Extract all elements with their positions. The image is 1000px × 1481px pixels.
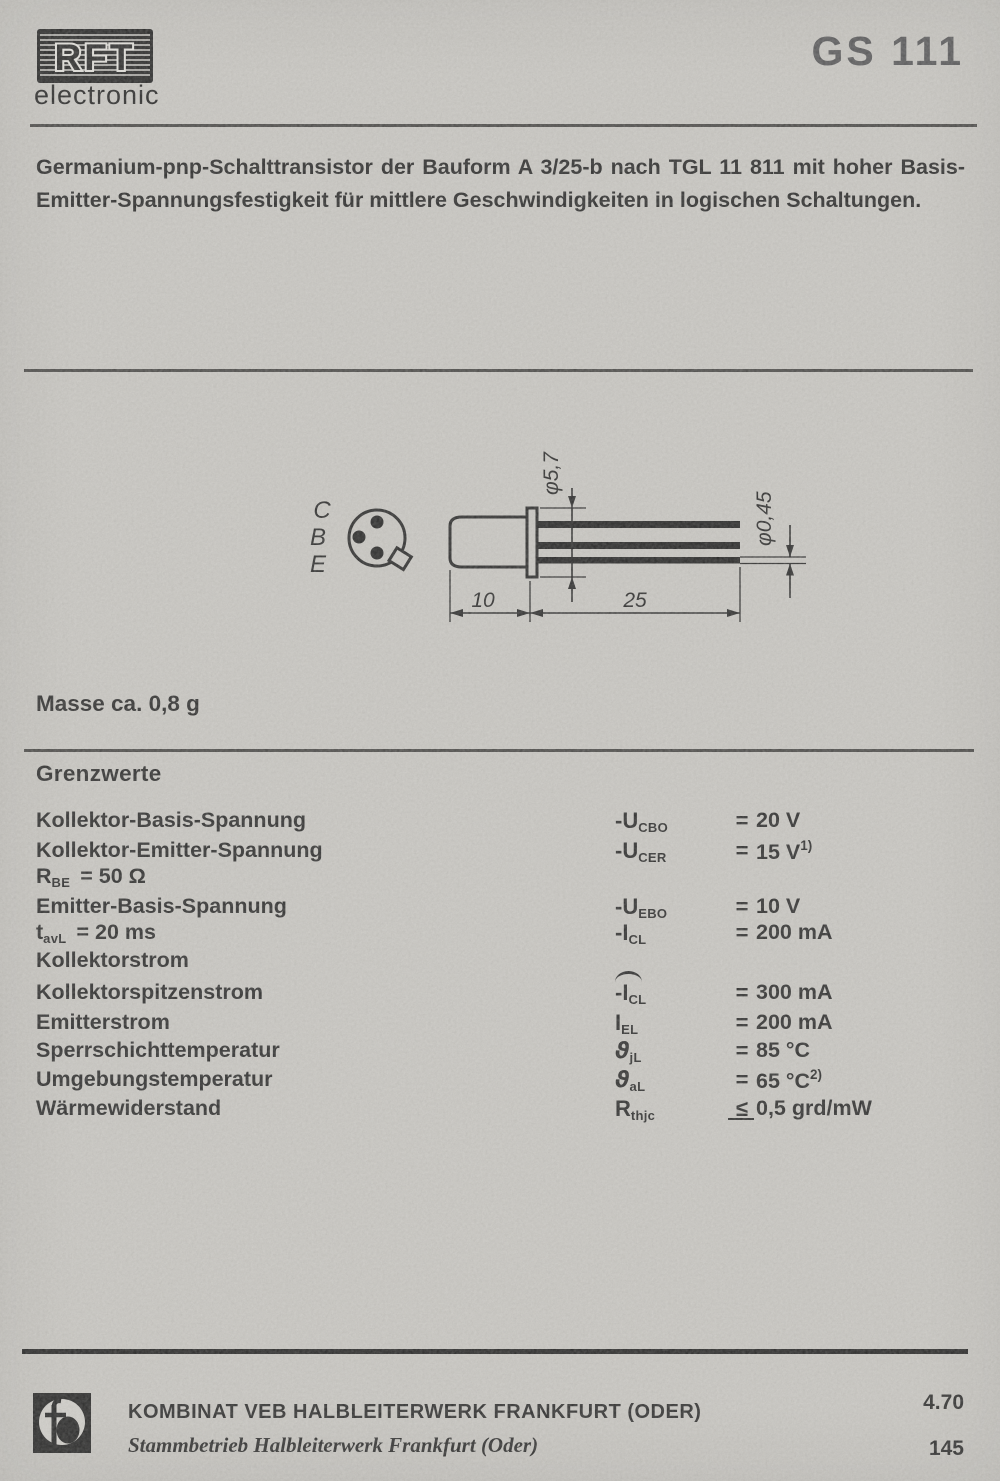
limit-symbol: $-U_{EBO}$ — [615, 894, 668, 921]
lead-emitter — [537, 557, 740, 564]
limit-value: 300 mA — [756, 980, 833, 1004]
description-line2: Emitter-Spannungsfestigkeit für mittlere Geschwindigkeiten in logischen Schaltungen. — [36, 188, 922, 212]
limit-row — [36, 1067, 966, 1095]
limit-relation: = — [735, 980, 749, 1005]
limit-symbol: $I_{EL}$ — [615, 1010, 639, 1037]
limit-relation: = — [735, 838, 749, 863]
dim-label-lead-diameter: φ0,45 — [753, 491, 776, 546]
limits-table — [36, 800, 966, 1130]
limit-label: Emitter-Basis-Spannung — [36, 894, 287, 918]
limit-row — [36, 838, 966, 866]
footer-company-line1: KOMBINAT VEB HALBLEITERWERK FRANKFURT (ODER) — [128, 1401, 702, 1423]
lead-collector — [537, 521, 740, 528]
hfo-logo — [33, 1393, 91, 1457]
dim-label-flange-diameter: φ5,7 — [540, 452, 563, 495]
description-paragraph — [36, 151, 965, 217]
footnote-marker: 1) — [800, 838, 813, 853]
pin-label-base: B — [309, 524, 327, 551]
footnote-marker: 2) — [810, 1067, 823, 1082]
divider — [24, 369, 973, 372]
limit-row — [36, 894, 966, 922]
dim-lead-diameter — [740, 491, 806, 598]
brand-subtitle: electronic — [34, 80, 160, 110]
dim-lengths — [450, 567, 740, 622]
transistor-body — [450, 517, 527, 567]
limit-row — [36, 948, 966, 976]
footer-divider — [22, 1349, 968, 1354]
limit-symbol: $-I_{CL}$ — [615, 920, 647, 947]
limit-row — [36, 980, 966, 1008]
limit-row — [36, 1096, 966, 1124]
footer-date-code: 4.70 — [923, 1391, 964, 1414]
limit-relation: = — [735, 894, 749, 919]
limit-label: Kollektor-Basis-Spannung — [36, 808, 306, 832]
limit-label: Kollektorstrom — [36, 948, 189, 972]
index-tab — [389, 548, 411, 570]
divider — [24, 749, 974, 752]
limit-value: 200 mA — [756, 1010, 833, 1034]
page-title: GS 111 — [811, 28, 964, 74]
mass-note: Masse ca. 0,8 g — [36, 691, 200, 716]
pin-label-collector: C — [313, 497, 331, 524]
limit-value: 200 mA — [756, 920, 833, 944]
flange — [527, 508, 537, 577]
limit-symbol: $-U_{CER}$ — [615, 838, 667, 865]
side-view — [450, 508, 740, 577]
pin-label-emitter: E — [309, 551, 327, 578]
footer-page-number: 145 — [928, 1437, 964, 1460]
limit-condition-row — [36, 864, 966, 892]
limit-row — [36, 808, 966, 836]
rft-logo — [36, 28, 156, 88]
rft-logo-text: RFT — [54, 37, 136, 78]
pinout-bottom-view — [349, 510, 411, 570]
limit-label: Wärmewiderstand — [36, 1096, 222, 1120]
limit-label: Kollektorspitzenstrom — [36, 980, 263, 1004]
limit-condition-row — [36, 920, 966, 948]
limit-relation: = — [735, 1067, 749, 1092]
limit-value: 15 V$^{1)}$ — [756, 838, 813, 864]
dim-label-body-length: 10 — [471, 589, 495, 612]
dim-label-lead-length: 25 — [623, 589, 647, 612]
limit-value: 65 °C$^{2)}$ — [756, 1067, 823, 1093]
limit-value: 85 °C — [756, 1038, 811, 1062]
limit-symbol: $-I_{CL}$ — [615, 980, 646, 1007]
limit-symbol: $ϑ_{jL}$ — [615, 1039, 642, 1065]
description-line1: Germanium-pnp-Schalttransistor der Bauform A 3/25-b nach TGL 11 811 mit hoher Basis- — [36, 155, 965, 179]
limit-relation: = — [735, 1038, 749, 1063]
limit-value: 20 V — [756, 808, 801, 832]
limit-symbol: $ϑ_{aL}$ — [615, 1068, 646, 1094]
limit-condition: $R_{BE} = 50$ Ω — [36, 864, 146, 890]
limit-relation: = — [735, 808, 749, 833]
limit-condition: $t_{avL} = 20$ ms — [36, 920, 156, 946]
limit-value: 10 V — [756, 894, 801, 918]
limit-relation: = — [735, 920, 749, 945]
section-title-grenzwerte: Grenzwerte — [36, 761, 162, 786]
limit-symbol: $R_{thjc}$ — [615, 1096, 656, 1123]
limit-relation: ≤ — [718, 1096, 766, 1122]
limit-row — [36, 1038, 966, 1066]
lead-base — [537, 542, 740, 549]
package-outline-drawing — [290, 430, 850, 670]
footer-company-line2: Stammbetrieb Halbleiterwerk Frankfurt (Oder) — [128, 1433, 539, 1457]
limit-label: Emitterstrom — [36, 1010, 170, 1034]
limit-relation: = — [735, 1010, 749, 1035]
limit-symbol: $-U_{CBO}$ — [615, 808, 669, 835]
limit-row — [36, 1010, 966, 1038]
limit-label: Kollektor-Emitter-Spannung — [36, 838, 323, 862]
divider — [30, 124, 977, 127]
limit-label: Umgebungstemperatur — [36, 1067, 273, 1091]
limit-label: Sperrschichttemperatur — [36, 1038, 280, 1062]
limit-value: 0,5 grd/mW — [756, 1096, 872, 1120]
